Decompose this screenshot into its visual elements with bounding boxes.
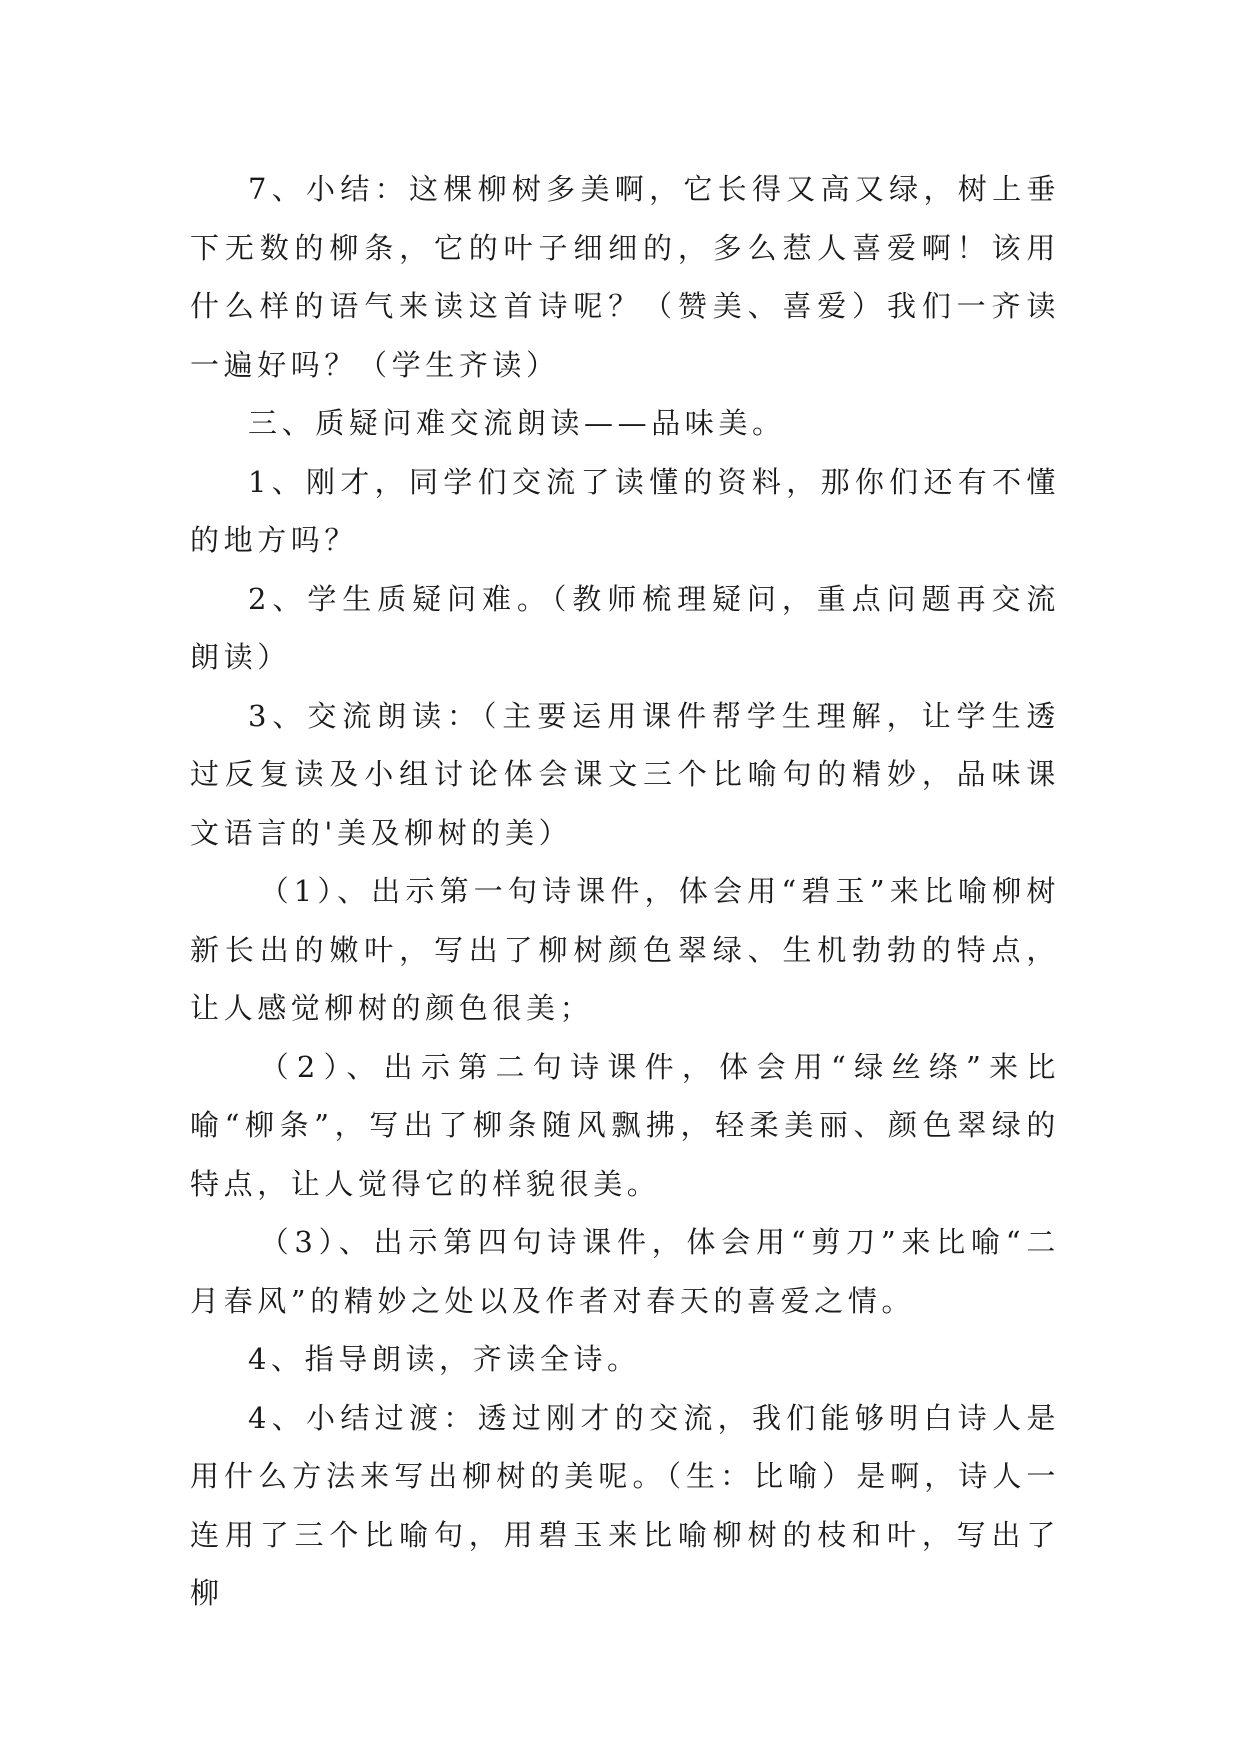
paragraph-step-4: 4、指导朗读，齐读全诗。 xyxy=(248,1342,641,1376)
document-page xyxy=(190,160,1060,1623)
paragraph-sub-2: （2）、出示第二句诗课件，体会用“绿丝绦”来比喻“柳条”，写出了柳条随风飘拂，轻柔美丽、颜色翠绿的特点，让人觉得它的样貌很美。 xyxy=(190,1049,1060,1201)
paragraph-step-3: 3、交流朗读：（主要运用课件帮学生理解，让学生透过反复读及小组讨论体会课文三个比喻句的精妙，品味课文语言的'美及柳树的美） xyxy=(190,698,1060,850)
section-heading-3: 三、质疑问难交流朗读——品味美。 xyxy=(248,406,786,440)
paragraph-sub-1: （1）、出示第一句诗课件，体会用“碧玉”来比喻柳树新长出的嫩叶，写出了柳树颜色翠绿、生机勃勃的特点，让人感觉柳树的颜色很美； xyxy=(190,874,1060,1025)
paragraph-summary-7: 7、小结：这棵柳树多美啊，它长得又高又绿，树上垂下无数的柳条，它的叶子细细的，多么惹人喜爱啊！该用什么样的语气来读这首诗呢？（赞美、喜爱）我们一齐读一遍好吗？（学生齐读） xyxy=(190,172,1060,382)
paragraph-transition-4: 4、小结过渡：透过刚才的交流，我们能够明白诗人是用什么方法来写出柳树的美呢。（生：比喻）是啊，诗人一连用了三个比喻句，用碧玉来比喻柳树的枝和叶，写出了柳 xyxy=(190,1400,1060,1610)
paragraph-step-1: 1、刚才，同学们交流了读懂的资料，那你们还有不懂的地方吗？ xyxy=(190,464,1060,557)
paragraph-step-2: 2、学生质疑问难。（教师梳理疑问，重点问题再交流朗读） xyxy=(190,581,1060,674)
paragraph-sub-3: （3）、出示第四句诗课件，体会用“剪刀”来比喻“二月春风”的精妙之处以及作者对春天的喜爱之情。 xyxy=(190,1225,1060,1318)
